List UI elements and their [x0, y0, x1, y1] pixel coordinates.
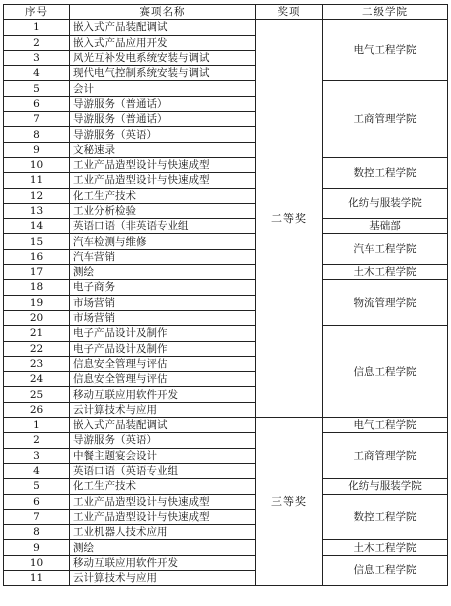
row-number: 2 [4, 35, 70, 50]
row-number: 15 [4, 234, 70, 249]
event-name: 电子产品设计及制作 [70, 341, 256, 356]
event-name: 汽车营销 [70, 249, 256, 264]
table-row [4, 494, 448, 509]
event-name: 导游服务（普通话） [70, 96, 256, 111]
event-name: 英语口语（非英语专业组 [70, 219, 256, 234]
event-name: 化工生产技术 [70, 188, 256, 203]
event-name: 导游服务（普通话） [70, 112, 256, 127]
row-number: 25 [4, 387, 70, 402]
college-name: 电气工程学院 [323, 20, 448, 81]
row-number: 2 [4, 433, 70, 448]
event-name: 会计 [70, 81, 256, 96]
event-name: 云计算技术与应用 [70, 570, 256, 585]
row-number: 14 [4, 219, 70, 234]
awards-table [3, 4, 448, 586]
event-name: 电子商务 [70, 280, 256, 295]
table-row [4, 234, 448, 249]
table-row [4, 20, 448, 35]
header-award: 奖项 [256, 5, 323, 20]
college-name: 汽车工程学院 [323, 234, 448, 265]
college-name: 信息工程学院 [323, 555, 448, 586]
row-number: 20 [4, 310, 70, 325]
row-number: 23 [4, 356, 70, 371]
table-row [4, 418, 448, 433]
college-name: 电气工程学院 [323, 418, 448, 433]
event-name: 工业产品造型设计与快速成型 [70, 509, 256, 524]
row-number: 24 [4, 372, 70, 387]
table-row [4, 188, 448, 203]
table-row [4, 280, 448, 295]
table-row [4, 326, 448, 341]
row-number: 9 [4, 540, 70, 555]
college-name: 工商管理学院 [323, 81, 448, 157]
table-row [4, 479, 448, 494]
row-number: 10 [4, 555, 70, 570]
event-name: 云计算技术与应用 [70, 402, 256, 417]
event-name: 工业产品造型设计与快速成型 [70, 494, 256, 509]
row-number: 9 [4, 142, 70, 157]
award-level: 二等奖 [256, 20, 323, 418]
table-body [4, 20, 448, 586]
event-name: 工业产品造型设计与快速成型 [70, 173, 256, 188]
row-number: 6 [4, 494, 70, 509]
event-name: 工业产品造型设计与快速成型 [70, 157, 256, 172]
row-number: 18 [4, 280, 70, 295]
row-number: 10 [4, 157, 70, 172]
row-number: 11 [4, 173, 70, 188]
event-name: 汽车检测与维修 [70, 234, 256, 249]
college-name: 数控工程学院 [323, 494, 448, 540]
college-name: 土木工程学院 [323, 540, 448, 555]
row-number: 7 [4, 509, 70, 524]
college-name: 信息工程学院 [323, 326, 448, 418]
header-no: 序号 [4, 5, 70, 20]
row-number: 17 [4, 265, 70, 280]
award-level: 三等奖 [256, 418, 323, 586]
event-name: 移动互联应用软件开发 [70, 555, 256, 570]
college-name: 物流管理学院 [323, 280, 448, 326]
table-row [4, 433, 448, 448]
event-name: 工业机器人技术应用 [70, 525, 256, 540]
event-name: 现代电气控制系统安装与调试 [70, 66, 256, 81]
table-row [4, 540, 448, 555]
table-row [4, 555, 448, 570]
header-event: 赛项名称 [70, 5, 256, 20]
row-number: 26 [4, 402, 70, 417]
row-number: 1 [4, 20, 70, 35]
row-number: 8 [4, 525, 70, 540]
row-number: 22 [4, 341, 70, 356]
row-number: 3 [4, 448, 70, 463]
event-name: 测绘 [70, 265, 256, 280]
row-number: 8 [4, 127, 70, 142]
event-name: 英语口语（英语专业组 [70, 463, 256, 478]
row-number: 6 [4, 96, 70, 111]
college-name: 工商管理学院 [323, 433, 448, 479]
row-number: 3 [4, 50, 70, 65]
event-name: 化工生产技术 [70, 479, 256, 494]
event-name: 工业分析检验 [70, 203, 256, 218]
row-number: 4 [4, 66, 70, 81]
event-name: 市场营销 [70, 310, 256, 325]
row-number: 5 [4, 479, 70, 494]
event-name: 导游服务（英语） [70, 433, 256, 448]
event-name: 市场营销 [70, 295, 256, 310]
row-number: 13 [4, 203, 70, 218]
header-row [4, 5, 448, 20]
table-row [4, 157, 448, 172]
row-number: 19 [4, 295, 70, 310]
event-name: 电子产品设计及制作 [70, 326, 256, 341]
row-number: 7 [4, 112, 70, 127]
event-name: 导游服务（英语） [70, 127, 256, 142]
row-number: 16 [4, 249, 70, 264]
college-name: 基础部 [323, 219, 448, 234]
row-number: 5 [4, 81, 70, 96]
event-name: 移动互联应用软件开发 [70, 387, 256, 402]
row-number: 12 [4, 188, 70, 203]
event-name: 中餐主题宴会设计 [70, 448, 256, 463]
row-number: 21 [4, 326, 70, 341]
college-name: 土木工程学院 [323, 265, 448, 280]
event-name: 嵌入式产品应用开发 [70, 35, 256, 50]
event-name: 信息安全管理与评估 [70, 372, 256, 387]
event-name: 测绘 [70, 540, 256, 555]
table-row [4, 265, 448, 280]
header-college: 二级学院 [323, 5, 448, 20]
event-name: 文秘速录 [70, 142, 256, 157]
event-name: 嵌入式产品装配调试 [70, 418, 256, 433]
table-row [4, 81, 448, 96]
college-name: 化纺与服装学院 [323, 479, 448, 494]
row-number: 11 [4, 570, 70, 585]
event-name: 信息安全管理与评估 [70, 356, 256, 371]
event-name: 嵌入式产品装配调试 [70, 20, 256, 35]
table-row [4, 219, 448, 234]
row-number: 1 [4, 418, 70, 433]
college-name: 化纺与服装学院 [323, 188, 448, 219]
event-name: 风光互补发电系统安装与调试 [70, 50, 256, 65]
college-name: 数控工程学院 [323, 157, 448, 188]
row-number: 4 [4, 463, 70, 478]
